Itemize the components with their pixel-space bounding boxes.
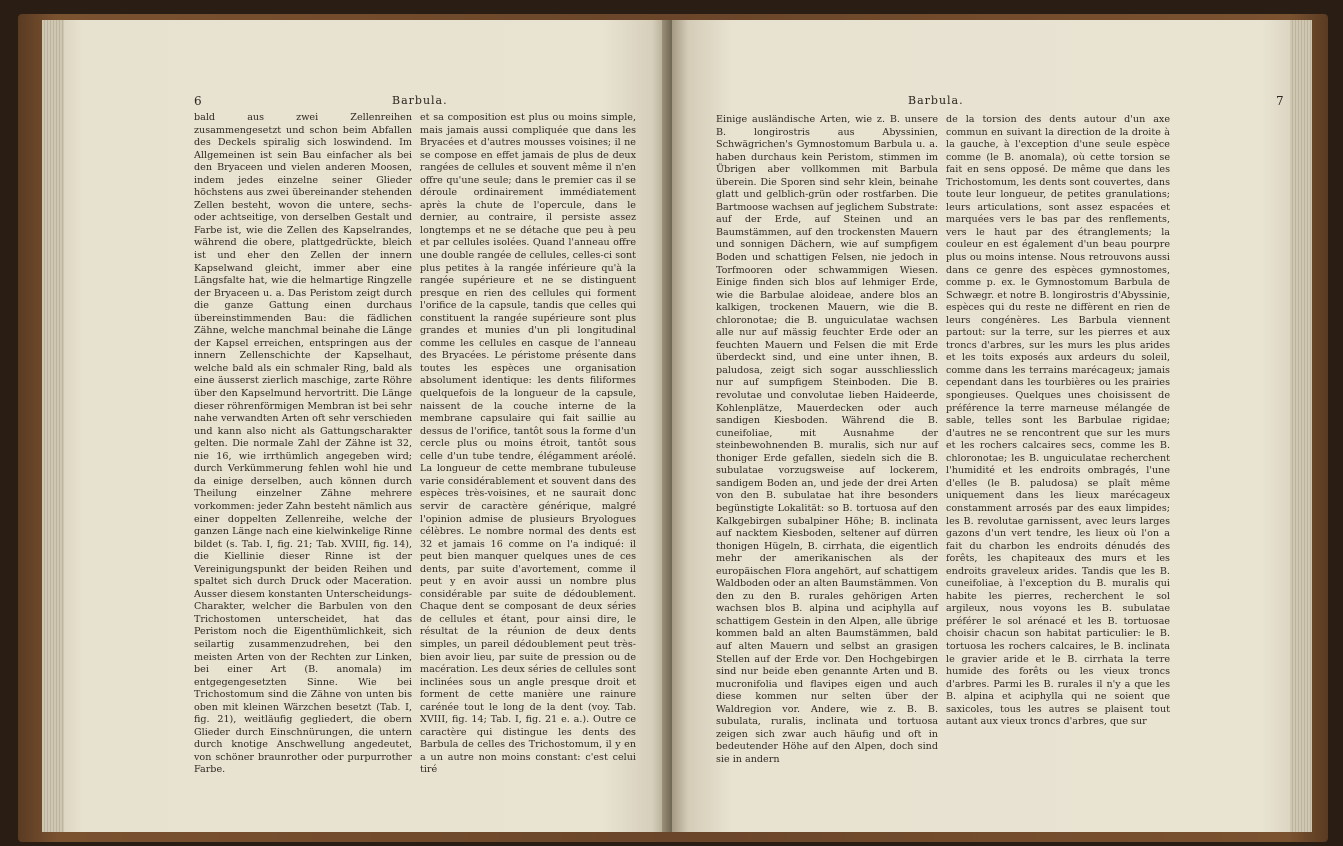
- left-page: [42, 20, 670, 832]
- page-edges: [1290, 20, 1312, 832]
- page-edges: [42, 20, 64, 832]
- page-number: 6: [194, 94, 202, 108]
- running-head: Barbula.: [392, 94, 448, 107]
- paragraph: bald aus zwei Zellenreihen zusammengesetzt und schon beim Abfallen des Deckels spiralig sich loswindend. Im Allgemeinen ist sein Bau einfacher als bei den Bryaceen und vielen anderen Moosen, indem jedes einzelne seiner Glieder höchstens aus zwei übereinander stehenden Zellen besteht, wovon die untere, sechs- oder achtseitige, von derselben Gestalt und Farbe ist, wie die Zellen des Kapselrandes, während die obere, plattgedrückte, bleich ist und eher den Zellen der innern Kapselwand gleicht, immer aber eine Längsfalte hat, wie die helmartige Ringzelle der Bryaceen u. a. Das Peristom zeigt durch die ganze Gattung einen durchaus übereinstimmenden Bau: die fädlichen Zähne, welche manchmal beinahe die Länge der Kapsel erreichen, entspringen aus der innern Zellenschichte der Kapselhaut, welche bald als ein schmaler Ring, bald als eine äusserst zierlich maschige, zarte Röhre über den Kapselmund hervortritt. Die Länge dieser röhrenförmigen Membran ist bei sehr nahe verwandten Arten oft sehr verschieden und kann also nicht als Gattungscharakter gelten. Die normale Zahl der Zähne ist 32, nie 16, wie irrthümlich angegeben wird; durch Verkümmerung fehlen wohl hie und da einige derselben, auch können durch Theilung einzelner Zähne mehrere vorkommen: jeder Zahn besteht nämlich aus einer doppelten Zellenreihe, welche der ganzen Länge nach eine kielwinkelige Rinne bildet (s. Tab. I, fig. 21; Tab. XVIII, fig. 14), die Kiellinie dieser Rinne ist der Vereinigungspunkt der beiden Reihen und spaltet sich durch Druck oder Maceration. Ausser diesem konstanten Unterscheidungs-Charakter, welcher die Barbulen von den Trichostomen unterscheidet, hat das Peristom noch die Eigenthümlichkeit, sich seilartig zusammenzudrehen, bei den meisten Arten von der Rechten zur Linken, bei einer Art (B. anomala) im entgegengesetzten Sinne. Wie bei Trichostomum sind die Zähne von unten bis oben mit kleinen Wärzchen besetzt (Tab. I, fig. 21), weitläufig gegliedert, die obern Glieder durch Einschnürungen, die untern durch knotige Anschwellung angedeutet, von schöner braunrother oder purpurrother Farbe.: [194, 112, 412, 776]
- right-page: [672, 20, 1312, 832]
- text-column-german: [716, 114, 938, 766]
- paragraph: Einige ausländische Arten, wie z. B. unsere B. longirostris aus Abyssinien, Schwägrichen's Gymnostomum Barbula u. a. haben durchaus kein Peristom, stimmen im Übrigen aber vollkommen mit Barbula überein. Die Sporen sind sehr klein, beinahe glatt und gelblich-grün oder rostfarben. Die Bartmoose wachsen auf jeglichem Substrate: auf der Erde, auf Steinen und an Baumstämmen, auf den trockensten Mauern und sonnigen Dächern, wie auf sumpfigem Boden und schattigen Felsen, nie jedoch in Torfmooren oder schwammigen Wiesen. Einige finden sich blos auf lehmiger Erde, wie die Barbulae aloideae, andere blos an kalkigen, trockenen Mauern, wie die B. chloronotae; die B. unguiculatae wachsen alle nur auf mässig feuchter Erde oder an feuchten Mauern und Felsen die mit Erde überdeckt sind, und eine unter ihnen, B. paludosa, zeigt sich sogar ausschliesslich nur auf sumpfigem Steinboden. Die B. revolutae und convolutae lieben Haideerde, Kohlenplätze, Mauerdecken oder auch sandigen Kiesboden. Während die B. cuneifoliae, mit Ausnahme der steinbewohnenden B. muralis, sich nur auf thoniger Erde gefallen, siedeln sich die B. subulatae vorzugsweise auf lockerem, sandigem Boden an, und jede der drei Arten von den B. subulatae hat ihre besonders begünstigte Lokalität: so B. tortuosa auf den Kalkgebirgen subalpiner Höhe; B. inclinata auf nacktem Kiesboden, seltener auf dürren thonigen Hügeln, B. cirrhata, die eigentlich mehr der amerikanischen als der europäischen Flora angehört, auf schattigem Waldboden oder an alten Baumstämmen. Von den zu den B. rurales gehörigen Arten wachsen blos B. alpina und aciphylla auf schattigem Gestein in den Alpen, alle übrige kommen bald an alten Baumstämmen, bald auf alten Mauern und selbst an grasigen Stellen auf der Erde vor. Den Hochgebirgen sind nur beide eben genannte Arten und B. mucronifolia und flavipes eigen und auch diese kommen nur selten über der Waldregion vor. Andere, wie z. B. B. subulata, ruralis, inclinata und tortuosa zeigen sich zwar auch häufig und oft in bedeutender Höhe auf den Alpen, doch sind sie in andern: [716, 114, 938, 765]
- paragraph: de la torsion des dents autour d'un axe commun en suivant la direction de la droite à la gauche, à l'exception d'une seule espèce comme (le B. anomala), où cette torsion se fait en sens opposé. De même que dans les Trichostomum, les dents sont couvertes, dans toute leur longueur, de petites granulations; leurs articulations, sont assez espacées et marquées vers le bas par des renflements, vers le haut par des étranglements; la couleur en est également d'un beau pourpre plus ou moins intense. Nous retrouvons aussi dans ce genre des espèces gymnostomes, comme p. ex. le Gymnostomum Barbula de Schwægr. et notre B. longirostris d'Abyssinie, espèces qui du reste ne diffèrent en rien de leurs congénères. Les Barbula viennent partout: sur la terre, sur les pierres et aux troncs d'arbres, sur les murs les plus arides et les toits exposés aux ardeurs du soleil, comme dans les terrains marécageux; jamais cependant dans les tourbières ou les prairies spongieuses. Quelques unes choisissent de préférence la terre marneuse mélangée de sable, telles sont les Barbulae rigidae; d'autres ne se rencontrent que sur les murs et les rochers calcaires secs, comme les B. chloronotae; les B. unguiculatae recherchent l'humidité et les endroits ombragés, l'une d'elles (le B. paludosa) se plaît même uniquement dans les lieux marécageux constamment arrosés par des eaux limpides; les B. revolutae garnissent, avec leurs larges gazons d'un vert tendre, les lieux où l'on a fait du charbon les endroits dénudés des forêts, les chapiteaux des murs et les endroits graveleux arides. Tandis que les B. cuneifoliae, à l'exception du B. muralis qui habite les pierres, recherchent le sol argileux, nous voyons les B. subulatae préférer le sol arénacé et les B. tortuosae choisir chacun son habitat particulier: le B. tortuosa les rochers calcaires, le B. inclinata le gravier aride et le B. cirrhata la terre humide des forêts ou les vieux troncs d'arbres. Parmi les B. rurales il n'y a que les B. alpina et aciphylla qui ne soient que saxicoles, tous les autres se plaisent tout autant aux vieux troncs d'arbres, que sur: [946, 114, 1170, 728]
- paragraph: et sa composition est plus ou moins simple, mais jamais aussi compliquée que dans les Bryacées et d'autres mousses voisines; il ne se compose en effet jamais de plus de deux rangées de cellules et souvent même il n'en offre qu'une seule; dans le premier cas il se déroule ordinairement immédiatement après la chute de l'opercule, dans le dernier, au contraire, il persiste assez longtemps et ne se détache que peu à peu et par cellules isolées. Quand l'anneau offre une double rangée de cellules, celles-ci sont plus petites à la rangée inférieure qu'à la rangée supérieure et ne se distinguent presque en rien des cellules qui forment l'orifice de la capsule, tandis que celles qui constituent la rangée supérieure sont plus grandes et munies d'un pli longitudinal comme les cellules en casque de l'anneau des Bryacées. Le péristome présente dans toutes les espèces une organisation absolument identique: les dents filiformes quelquefois de la longueur de la capsule, naissent de la couche interne de la membrane capsulaire qui fait saillie au dessus de l'orifice, tantôt sous la forme d'un cercle plus ou moins étroit, tantôt sous celle d'un tube tendre, élégamment aréolé. La longueur de cette membrane tubuleuse varie considérablement et souvent dans des espèces très-voisines, et ne saurait donc servir de caractère générique, malgré l'opinion admise de plusieurs Bryologues célèbres. Le nombre normal des dents est 32 et jamais 16 comme on l'a indiqué: il peut bien manquer quelques unes de ces dents, par suite d'avortement, comme il peut y en avoir aussi un nombre plus considérable par suite de dédoublement. Chaque dent se composant de deux séries de cellules et étant, pour ainsi dire, le résultat de la réunion de deux dents simples, un pareil dédoublement peut très-bien avoir lieu, par suite de pression ou de macération. Les deux séries de cellules sont inclinées sous un angle presque droit et forment de cette manière une rainure carénée tout le long de la dent (voy. Tab. XVIII, fig. 14; Tab. I, fig. 21 e. a.). Outre ce caractère qui distingue les dents des Barbula de celles des Trichostomum, il y en a un autre non moins constant: c'est celui tiré: [420, 112, 636, 776]
- text-column-french: [946, 114, 1170, 729]
- text-column-german: [194, 112, 412, 777]
- text-column-french: [420, 112, 636, 777]
- page-number: 7: [1276, 94, 1284, 108]
- running-head: Barbula.: [908, 94, 964, 107]
